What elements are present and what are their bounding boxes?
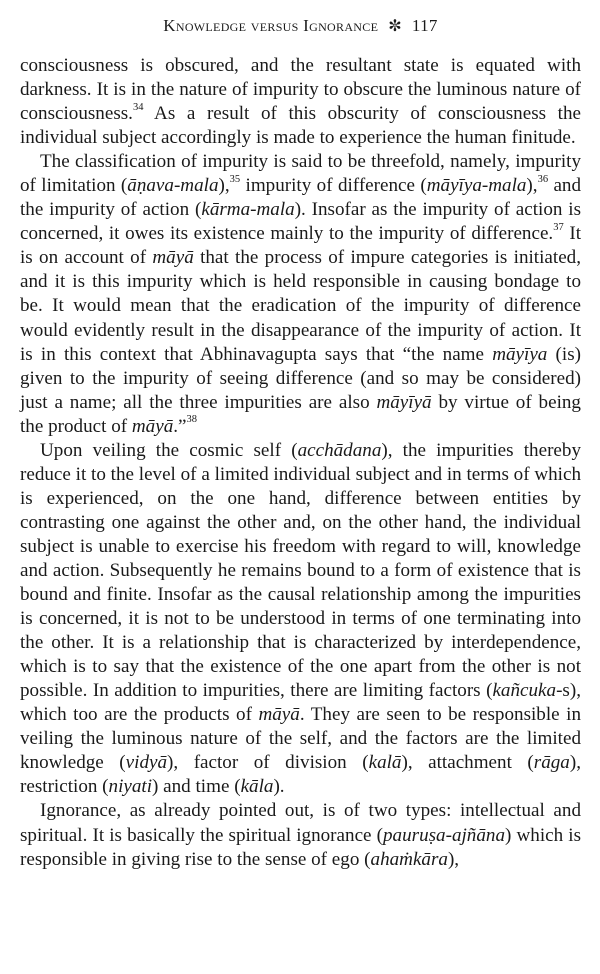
paragraph-2 [20, 150, 581, 439]
text-run: ). [273, 776, 285, 798]
text-run: .” [173, 415, 187, 437]
text-run: ), [526, 175, 538, 197]
text-run: As a result of this obscurity of consciousness the individual subject accordingly is made to experience the human finitude. [20, 103, 581, 149]
italic-term: māyā [152, 247, 194, 269]
italic-term: rāga [533, 752, 570, 774]
italic-term: māyīya-mala [426, 175, 527, 197]
text-run: ), restriction ( [20, 752, 581, 798]
text-run: ), attachment ( [401, 752, 534, 774]
italic-term: māyīyā [376, 391, 432, 413]
text-run: Upon veiling the cosmic self ( [40, 439, 298, 461]
footnote-ref: 34 [132, 101, 144, 113]
text-run: The classification of impurity is said to be threefold, namely, impurity of limitation ( [20, 151, 581, 197]
footnote-ref: 36 [537, 173, 549, 185]
text-run: ), the impurities thereby reduce it to the level of a limited individual subject and in terms of which is experienced, on the one hand, difference between entities by contrasting one against the other and, on the other hand, the individual subject is unable to exercise his freedom with regard to will, knowledge and action. Subsequently he remains bound to a form of existence that is bound and finite. Insofar as the causal relationship among the impurities is concerned, it is not to be understood in terms of one terminating into the other. It is a relationship that is characterized by interdependence, which is to say that the existence of the one apart from the other is not possible. In addition to impurities, there are limiting factors ( [20, 439, 581, 702]
italic-term: āṇava-mala [127, 175, 219, 197]
asterisk-ornament-icon: ✼ [388, 18, 402, 35]
paragraph-1 [20, 54, 581, 150]
text-run: (is) given to the impurity of seeing difference (and so may be considered) just a name; all the three impurities are also [20, 343, 582, 413]
page-number: 117 [411, 16, 438, 35]
italic-term: māyīya [492, 343, 548, 365]
italic-term: kāla [240, 776, 274, 798]
text-run: ). Insofar as the impurity of action is concerned, it owes its existence mainly to the impurity of difference. [20, 199, 581, 245]
text-run: impurity of difference ( [240, 175, 427, 197]
footnote-ref: 38 [186, 414, 197, 426]
text-run: that the process of impure categories is initiated, and it is this impurity which is held responsible in causing bondage to be. It would mean that the eradication of the impurity of difference would evidently result in the disappearance of the impurity of action. It is in this context that Abhinavagupta says that “the name [20, 247, 581, 365]
paragraph-4 [20, 799, 581, 871]
running-title: Knowledge versus Ignorance [163, 16, 379, 35]
text-run: It is on account of [20, 223, 582, 269]
text-run: ), [447, 848, 460, 870]
italic-term: niyati [108, 776, 153, 798]
footnote-ref: 37 [553, 221, 564, 233]
body-text [20, 54, 581, 872]
italic-term: acchādana [297, 439, 382, 461]
italic-term: pauruṣa-ajñāna [383, 824, 505, 846]
text-run: -s), which too are the products of [20, 680, 581, 726]
text-run: ), factor of division ( [167, 752, 369, 774]
text-run: ) which is responsible in giving rise to the sense of ego ( [20, 824, 581, 870]
text-run: ), [218, 175, 230, 197]
text-run: . They are seen to be responsible in veiling the luminous nature of the self, and the factors are the limited knowledge ( [20, 704, 582, 774]
text-run: consciousness is obscured, and the resultant state is equated with darkness. It is in the nature of impurity to obscure the luminous nature of consciousness. [20, 55, 581, 125]
text-run: and the impurity of action ( [20, 175, 582, 221]
italic-term: vidyā [125, 752, 168, 774]
text-run: by virtue of being the product of [20, 391, 581, 437]
italic-term: ahaṁkāra [370, 848, 448, 870]
running-head [20, 14, 581, 54]
italic-term: kalā [368, 752, 402, 774]
italic-term: māyā [258, 704, 300, 726]
italic-term: kārma-mala [201, 199, 295, 221]
text-run: ) and time ( [152, 776, 241, 798]
italic-term: māyā [131, 415, 174, 437]
footnote-ref: 35 [229, 173, 241, 185]
italic-term: kañcuka [492, 680, 557, 702]
text-run: Ignorance, as already pointed out, is of two types: intellectual and spiritual. It is basically the spiritual ignorance ( [20, 800, 581, 846]
paragraph-3 [20, 439, 581, 800]
